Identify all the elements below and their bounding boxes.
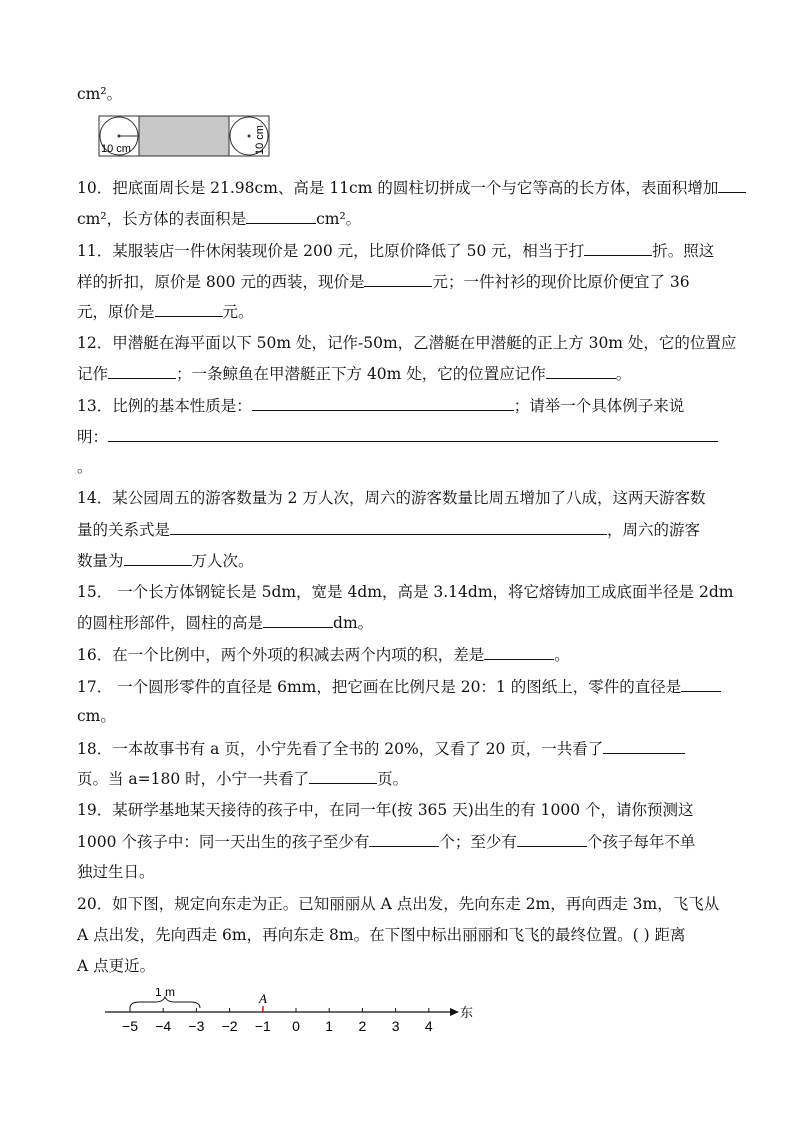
- q17-line1: 17． 一个圆形零件的直径是 6mm，把它画在比例尺是 20：1 的图纸上，零件的直径是: [77, 676, 721, 697]
- tick-label: −3: [188, 1018, 205, 1034]
- tick-label: 4: [424, 1018, 433, 1034]
- q12-line2: 记作 ；一条鲸鱼在甲潜艇正下方 40m 处，它的位置应记作 。: [77, 365, 632, 383]
- line-cm2: cm²。: [77, 85, 123, 103]
- q13-line2: 明：: [77, 426, 718, 447]
- tick-label: 1: [325, 1018, 334, 1034]
- q18-line1: 18．一本故事书有 a 页，小宁先看了全书的 20%，又看了 20 页，一共看了: [77, 738, 685, 759]
- q20-line3: A 点更近。: [77, 957, 156, 975]
- q11-line1: 11．某服装店一件休闲装现价是 200 元，比原价降低了 50 元，相当于打 折。照这: [77, 242, 715, 260]
- point-A-label: A: [259, 991, 267, 1006]
- q13-line1: 13．比例的基本性质是： ；请举一个具体例子来说: [77, 397, 685, 415]
- cylinder-net-figure: [98, 115, 270, 157]
- q14-line3: 数量为 万人次。: [77, 552, 254, 570]
- q20-line2: A 点出发，先向西走 6m，再向东走 8m。在下图中标出丽丽和飞飞的最终位置。( ) 距离: [77, 926, 686, 944]
- q15-line1: 15． 一个长方体钢锭长是 5dm，宽是 4dm，高是 3.14dm，将它熔铸加工成底面半径是 2dm: [77, 583, 734, 601]
- q17-line2: cm。: [77, 707, 116, 725]
- q10-line2: cm²，长方体的表面积是 cm²。: [77, 210, 362, 228]
- q14-line2: 量的关系式是 ，周六的游客: [77, 521, 701, 539]
- axis-arrow-icon: [450, 1008, 459, 1016]
- q10-line1: 10．把底面周长是 21.98cm、高是 11cm 的圆柱切拼成一个与它等高的长方体，表面积增加: [77, 177, 746, 198]
- tick-label: 2: [358, 1018, 367, 1034]
- q19-line2: 1000 个孩子中：同一天出生的孩子至少有 个；至少有 个孩子每年不单: [77, 833, 696, 851]
- number-line: [105, 988, 485, 1038]
- right-circle-label: 10 cm: [254, 125, 266, 155]
- q11-line2: 样的折扣，原价是 800 元的西装，现价是 元；一件衬衫的现价比原价便宜了 36: [77, 273, 690, 291]
- q13-line3: 。: [77, 458, 93, 476]
- q12-line1: 12．甲潜艇在海平面以下 50m 处，记作-50m，乙潜艇在甲潜艇的正上方 30m 处，它的位置应: [77, 334, 737, 352]
- q19-line3: 独过生日。: [77, 863, 155, 881]
- tick-label: 3: [391, 1018, 400, 1034]
- q11-line3: 元，原价是 元。: [77, 303, 254, 321]
- q20-line1: 20．如下图，规定向东走为正。已知丽丽从 A 点出发，先向东走 2m，再向西走 3m，飞飞从: [77, 895, 720, 913]
- tick-label: 0: [292, 1018, 300, 1034]
- left-circle-label: 10 cm: [101, 143, 131, 155]
- tick-label: −2: [221, 1018, 238, 1034]
- q19-line1: 19．某研学基地某天接待的孩子中，在同一年(按 365 天)出生的有 1000 个，请你预测这: [77, 801, 694, 819]
- q16-line1: 16．在一个比例中，两个外项的积减去两个内项的积，差是 。: [77, 646, 570, 664]
- tick-label: −1: [254, 1018, 271, 1034]
- tick-label: −5: [122, 1018, 138, 1034]
- east-label: 东: [460, 1006, 474, 1021]
- q14-line1: 14．某公园周五的游客数量为 2 万人次，周六的游客数量比周五增加了八成，这两天游客数: [77, 489, 706, 507]
- q18-line2: 页。当 a=180 时，小宁一共看了 页。: [77, 770, 409, 788]
- unit-label: 1 m: [154, 988, 176, 999]
- q15-line2: 的圆柱形部件，圆柱的高是 dm。: [77, 614, 374, 632]
- tick-label: −4: [155, 1018, 172, 1034]
